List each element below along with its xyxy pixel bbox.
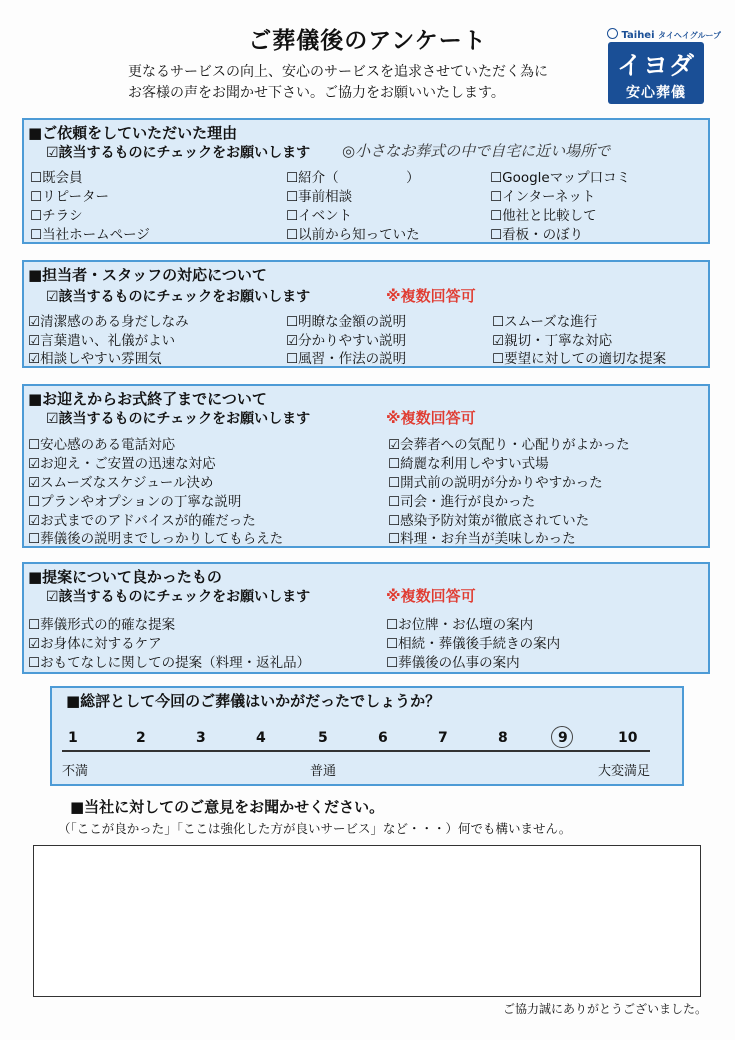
option-item[interactable]: ☐Googleマップ口コミ bbox=[490, 170, 631, 186]
option-item[interactable]: ☐風習・作法の説明 bbox=[286, 351, 407, 367]
comment-subtext: （「ここが良かった」「ここは強化した方が良いサービス」など・・・）何でも構いません。 bbox=[58, 821, 572, 836]
option-item[interactable]: ☐以前から知っていた bbox=[286, 227, 420, 243]
rating-number[interactable]: 4 bbox=[256, 730, 266, 746]
option-item[interactable]: ☑分かりやすい説明 bbox=[286, 333, 407, 349]
closing-message: ご協力誠にありがとうございました。 bbox=[502, 1002, 707, 1016]
option-item[interactable]: ☐開式前の説明が分かりやすかった bbox=[388, 475, 603, 491]
option-item[interactable]: ☐スムーズな進行 bbox=[492, 314, 598, 330]
multi-answer-note: ※複数回答可 bbox=[386, 587, 476, 605]
comment-box[interactable] bbox=[33, 845, 701, 997]
logo-group-name: タイヘイグループ bbox=[658, 31, 722, 40]
rating-number[interactable]: 9 bbox=[558, 730, 568, 746]
rating-number[interactable]: 1 bbox=[68, 730, 78, 746]
check-instruction: ☑該当するものにチェックをお願いします bbox=[46, 589, 311, 605]
option-item[interactable]: ☐葬儀形式の的確な提案 bbox=[28, 617, 176, 633]
option-item[interactable]: ☑相談しやすい雰囲気 bbox=[28, 351, 162, 367]
intro-text bbox=[128, 62, 608, 104]
option-item[interactable]: ☐料理・お弁当が美味しかった bbox=[388, 531, 576, 547]
rating-scale-line bbox=[62, 750, 650, 752]
option-item[interactable]: ☐お位牌・お仏壇の案内 bbox=[386, 617, 534, 633]
handwritten-note: ◎小さなお葬式の中で自宅に近い場所で bbox=[342, 142, 611, 160]
selected-rating-circle bbox=[551, 726, 573, 748]
check-instruction: ☑該当するものにチェックをお願いします bbox=[46, 289, 311, 305]
rating-number[interactable]: 6 bbox=[378, 730, 388, 746]
option-item[interactable]: ☐インターネット bbox=[490, 189, 596, 205]
rating-number[interactable]: 8 bbox=[498, 730, 508, 746]
option-item[interactable]: ☐既会員 bbox=[30, 170, 83, 186]
multi-answer-note: ※複数回答可 bbox=[386, 409, 476, 427]
comment-heading: ■当社に対してのご意見をお聞かせください。 bbox=[70, 798, 385, 816]
option-item[interactable]: ☐感染予防対策が徹底されていた bbox=[388, 513, 590, 529]
check-instruction: ☑該当するものにチェックをお願いします bbox=[46, 411, 311, 427]
page-title: ご葬儀後のアンケート bbox=[248, 28, 487, 54]
check-instruction: ☑該当するものにチェックをお願いします bbox=[46, 145, 311, 161]
section-heading: ■お迎えからお式終了までについて bbox=[28, 390, 267, 408]
section-request-reason bbox=[22, 118, 710, 244]
logo-brand bbox=[607, 28, 721, 41]
section-heading: ■総評として今回のご葬儀はいかがだったでしょうか？ bbox=[66, 692, 441, 710]
scale-label-mid: 普通 bbox=[310, 764, 337, 779]
option-item[interactable]: ☑親切・丁寧な対応 bbox=[492, 333, 613, 349]
option-item[interactable]: ☐リピーター bbox=[30, 189, 110, 205]
scale-label-low: 不満 bbox=[62, 764, 89, 779]
company-logo bbox=[608, 42, 704, 104]
option-item[interactable]: ☐看板・のぼり bbox=[490, 227, 584, 243]
rating-number[interactable]: 10 bbox=[618, 730, 638, 746]
option-item[interactable]: ☑スムーズなスケジュール決め bbox=[28, 475, 214, 491]
section-heading: ■担当者・スタッフの対応について bbox=[28, 266, 267, 284]
rating-number[interactable]: 2 bbox=[136, 730, 146, 746]
logo-sub-text: 安心葬儀 bbox=[626, 85, 686, 101]
option-item[interactable]: ☐相続・葬儀後手続きの案内 bbox=[386, 636, 561, 652]
scale-label-high: 大変満足 bbox=[598, 764, 651, 779]
option-item[interactable]: ☐紹介（ ） bbox=[286, 170, 420, 186]
section-ceremony bbox=[22, 384, 710, 548]
intro-line-1: 更なるサービスの向上、安心のサービスを追求させていただく為に bbox=[128, 64, 548, 80]
option-item[interactable]: ☐要望に対しての適切な提案 bbox=[492, 351, 667, 367]
intro-line-2: お客様の声をお聞かせ下さい。ご協力をお願いいたします。 bbox=[128, 85, 505, 101]
logo-brand-name: Taihei bbox=[621, 30, 655, 41]
section-staff-response bbox=[22, 260, 710, 368]
option-item[interactable]: ☐葬儀後の説明までしっかりしてもらえた bbox=[28, 531, 284, 547]
option-item[interactable]: ☑清潔感のある身だしなみ bbox=[28, 314, 189, 330]
section-overall-rating bbox=[50, 686, 684, 786]
logo-main-text: イヨダ bbox=[616, 51, 695, 80]
rating-number[interactable]: 7 bbox=[438, 730, 448, 746]
option-item[interactable]: ☐当社ホームページ bbox=[30, 227, 150, 243]
option-item[interactable]: ☐他社と比較して bbox=[490, 208, 597, 224]
section-proposal bbox=[22, 562, 710, 674]
option-item[interactable]: ☑お式までのアドバイスが的確だった bbox=[28, 513, 256, 529]
option-item[interactable]: ☐事前相談 bbox=[286, 189, 353, 205]
multi-answer-note: ※複数回答可 bbox=[386, 287, 476, 305]
option-item[interactable]: ☑会葬者への気配り・心配りがよかった bbox=[388, 437, 630, 453]
taihei-logo-icon bbox=[607, 28, 618, 39]
option-item[interactable]: ☐安心感のある電話対応 bbox=[28, 437, 176, 453]
option-item[interactable]: ☑お身体に対するケア bbox=[28, 636, 162, 652]
section-heading: ■ご依頼をしていただいた理由 bbox=[28, 124, 238, 142]
option-item[interactable]: ☐司会・進行が良かった bbox=[388, 494, 536, 510]
option-item[interactable]: ☐葬儀後の仏事の案内 bbox=[386, 655, 520, 671]
option-item[interactable]: ☑お迎え・ご安置の迅速な対応 bbox=[28, 456, 216, 472]
option-item[interactable]: ☐おもてなしに関しての提案（料理・返礼品） bbox=[28, 655, 311, 671]
rating-number[interactable]: 3 bbox=[196, 730, 206, 746]
option-item[interactable]: ☐イベント bbox=[286, 208, 353, 224]
section-heading: ■提案について良かったもの bbox=[28, 568, 222, 586]
option-item[interactable]: ☐明瞭な金額の説明 bbox=[286, 314, 407, 330]
option-item[interactable]: ☐綺麗な利用しやすい式場 bbox=[388, 456, 549, 472]
option-item[interactable]: ☑言葉遣い、礼儀がよい bbox=[28, 333, 176, 349]
option-item[interactable]: ☐プランやオプションの丁寧な説明 bbox=[28, 494, 242, 510]
option-item[interactable]: ☐チラシ bbox=[30, 208, 83, 224]
rating-number[interactable]: 5 bbox=[318, 730, 328, 746]
